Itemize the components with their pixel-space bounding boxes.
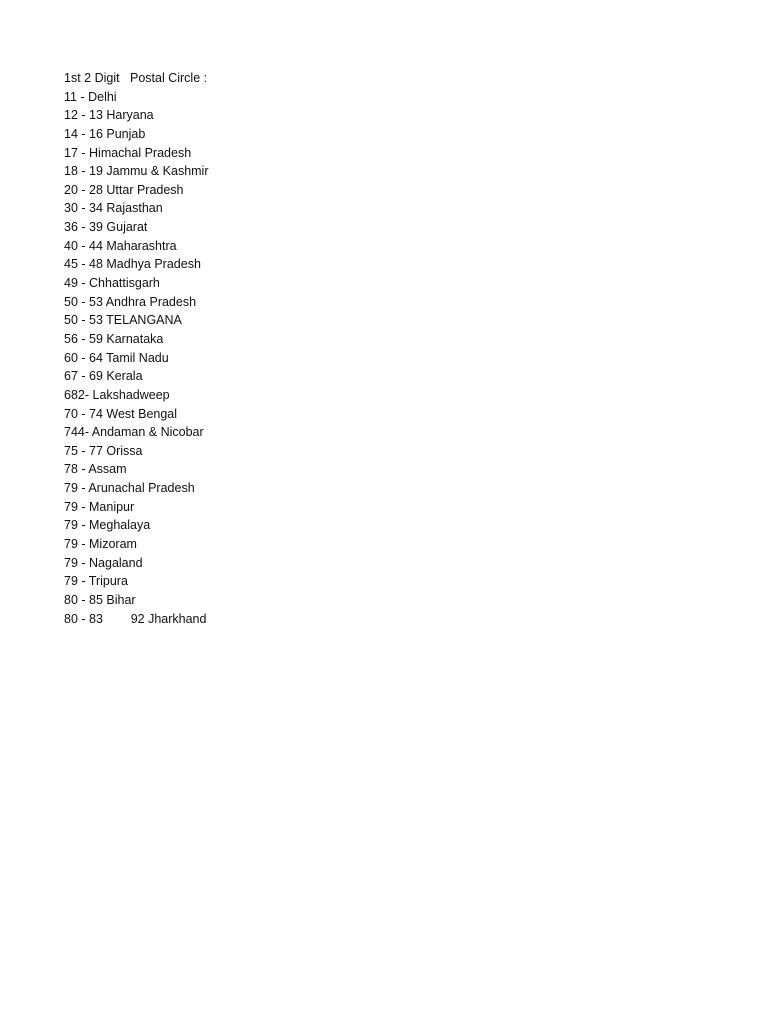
- list-item: 75 - 77 Orissa: [64, 443, 143, 458]
- list-heading: 1st 2 Digit Postal Circle :: [64, 71, 208, 85]
- list-item: 11 - Delhi: [64, 89, 117, 104]
- list-item: 56 - 59 Karnataka: [64, 331, 164, 346]
- list-item: 60 - 64 Tamil Nadu: [64, 350, 169, 365]
- list-item: 80 - 85 Bihar: [64, 592, 136, 607]
- list-item: 30 - 34 Rajasthan: [64, 201, 163, 216]
- postal-circle-list: [64, 69, 704, 628]
- list-item: 80 - 83 92 Jharkhand: [64, 611, 207, 626]
- list-item: 682- Lakshadweep: [64, 387, 170, 402]
- list-item: 79 - Arunachal Pradesh: [64, 481, 195, 496]
- list-item: 36 - 39 Gujarat: [64, 220, 148, 235]
- list-item: 20 - 28 Uttar Pradesh: [64, 182, 184, 197]
- list-item: 78 - Assam: [64, 462, 127, 477]
- list-item: 45 - 48 Madhya Pradesh: [64, 257, 201, 272]
- list-item: 50 - 53 Andhra Pradesh: [64, 294, 197, 309]
- list-item: 14 - 16 Punjab: [64, 126, 146, 141]
- list-item: 18 - 19 Jammu & Kashmir: [64, 164, 209, 179]
- list-item: 70 - 74 West Bengal: [64, 406, 178, 421]
- list-item: 79 - Mizoram: [64, 537, 137, 552]
- list-item: 79 - Nagaland: [64, 555, 143, 570]
- list-item: 12 - 13 Haryana: [64, 108, 154, 123]
- list-item: 67 - 69 Kerala: [64, 369, 143, 384]
- list-item: 49 - Chhattisgarh: [64, 276, 160, 291]
- list-item: 40 - 44 Maharashtra: [64, 238, 177, 253]
- list-item: 79 - Manipur: [64, 499, 135, 514]
- list-item: 79 - Tripura: [64, 574, 128, 589]
- list-item: 79 - Meghalaya: [64, 518, 151, 533]
- list-item: 17 - Himachal Pradesh: [64, 145, 192, 160]
- list-item: 50 - 53 TELANGANA: [64, 313, 182, 328]
- list-item: 744- Andaman & Nicobar: [64, 425, 204, 440]
